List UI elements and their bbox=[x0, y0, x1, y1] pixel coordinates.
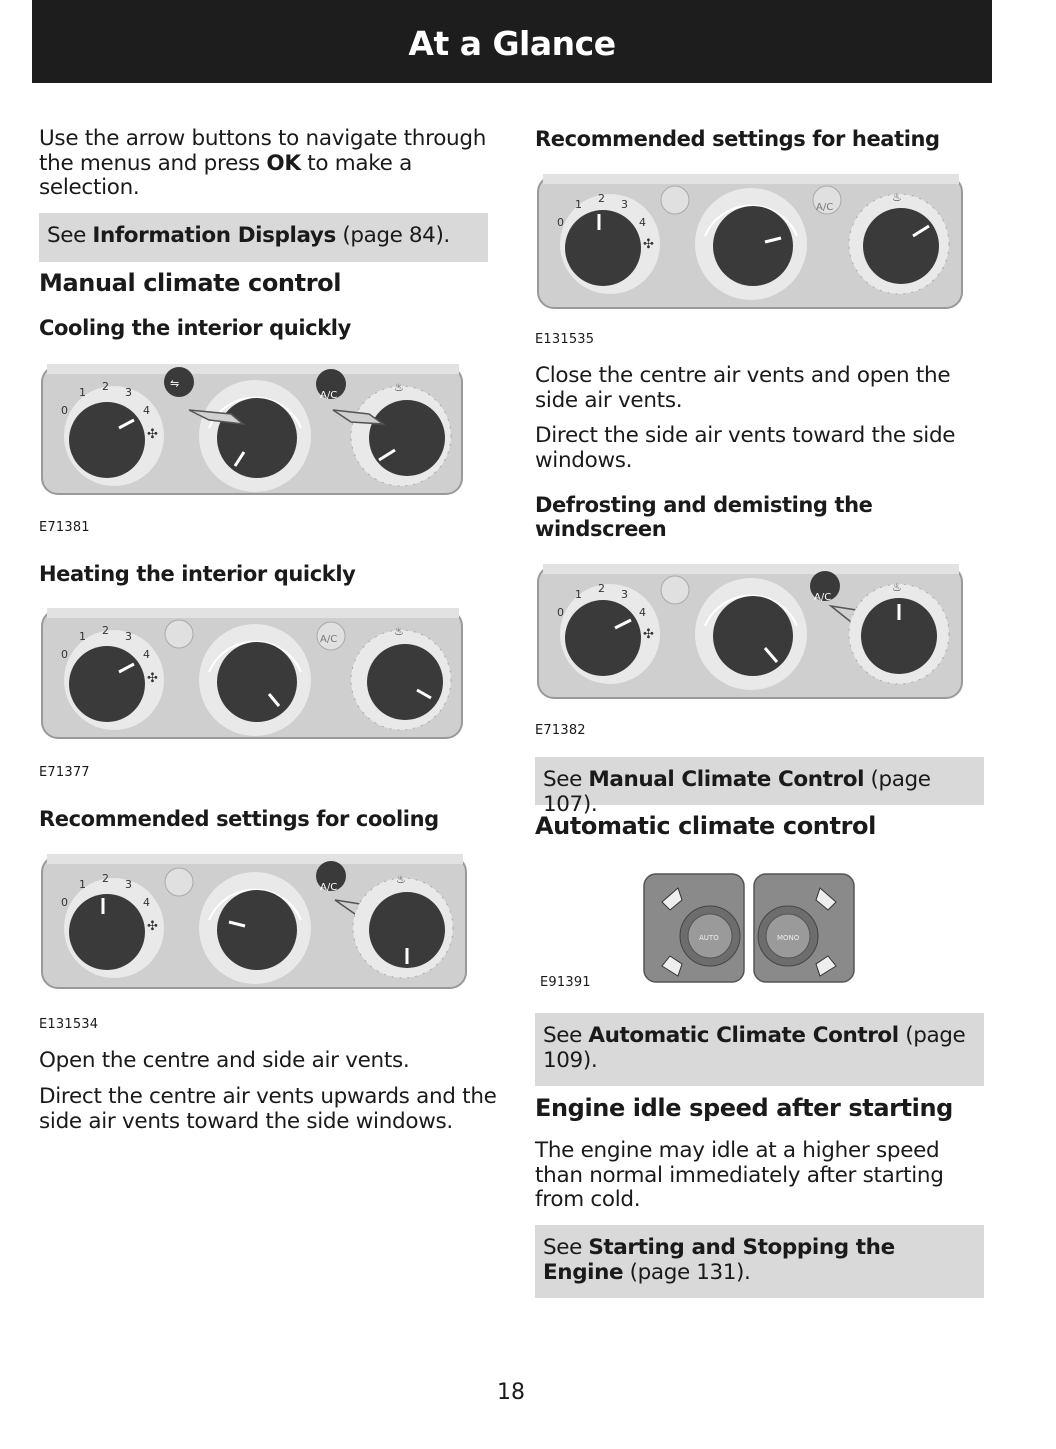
panel-top-edge bbox=[543, 174, 959, 184]
fan-label-0: 0 bbox=[61, 896, 68, 909]
note-prefix: See bbox=[543, 767, 589, 792]
fan-knob bbox=[69, 894, 145, 970]
figure-caption: E131534 bbox=[39, 1017, 99, 1032]
mode-knob bbox=[369, 400, 445, 476]
fan-label-4: 4 bbox=[143, 896, 150, 909]
ac-label: A/C bbox=[320, 634, 338, 645]
note-link-text[interactable]: Starting and Stopping the Engine bbox=[543, 1235, 895, 1285]
defrost-icon: ♨ bbox=[394, 625, 404, 638]
page-header-bar bbox=[32, 0, 992, 83]
climate-panel-heating-quickly bbox=[39, 602, 467, 748]
fan-icon: ✣ bbox=[643, 237, 654, 252]
figure-caption: E71382 bbox=[535, 723, 586, 738]
defrost-icon: ♨ bbox=[394, 381, 404, 394]
panel-top-edge bbox=[47, 854, 463, 864]
figure-caption: E71377 bbox=[39, 765, 90, 780]
ac-label: A/C bbox=[320, 882, 338, 893]
climate-panel-defrost bbox=[535, 558, 967, 708]
panel-top-edge bbox=[47, 364, 459, 374]
paragraph-idle-speed: The engine may idle at a higher speed than normal immediately after starting from cold. bbox=[535, 1138, 944, 1212]
figure-caption: E91391 bbox=[540, 975, 591, 990]
fan-label-0: 0 bbox=[557, 606, 564, 619]
subheading-heating-quickly: Heating the interior quickly bbox=[39, 562, 356, 586]
ac-label: A/C bbox=[320, 390, 338, 401]
heading-manual-climate: Manual climate control bbox=[39, 269, 342, 297]
fan-label-1: 1 bbox=[575, 198, 582, 211]
heading-automatic-climate: Automatic climate control bbox=[535, 812, 876, 840]
defrost-icon: ♨ bbox=[892, 581, 902, 594]
fan-icon: ✣ bbox=[643, 627, 654, 642]
fan-label-4: 4 bbox=[143, 404, 150, 417]
fan-label-1: 1 bbox=[79, 630, 86, 643]
fan-icon: ✣ bbox=[147, 427, 158, 442]
temp-knob bbox=[217, 890, 297, 970]
intro-text-1: Use the arrow buttons to navigate through the menus and press bbox=[39, 126, 487, 176]
fan-label-2: 2 bbox=[102, 380, 109, 393]
fan-label-0: 0 bbox=[557, 216, 564, 229]
intro-paragraph bbox=[39, 127, 499, 201]
note-link-text[interactable]: Information Displays bbox=[92, 223, 336, 248]
fan-icon: ✣ bbox=[147, 919, 158, 934]
subheading-recommended-cooling: Recommended settings for cooling bbox=[39, 807, 439, 831]
note-prefix: See bbox=[543, 1023, 589, 1048]
note-automatic-climate-control bbox=[535, 1013, 984, 1086]
page-number: 18 bbox=[497, 1380, 525, 1405]
note-link-text[interactable]: Automatic Climate Control bbox=[588, 1023, 899, 1048]
fan-label-2: 2 bbox=[598, 192, 605, 205]
note-suffix: (page 84). bbox=[335, 223, 450, 248]
ac-label: A/C bbox=[816, 202, 834, 213]
panel-top-edge bbox=[543, 564, 959, 574]
note-prefix: See bbox=[543, 1235, 589, 1260]
fan-label-2: 2 bbox=[102, 624, 109, 637]
recirc-button bbox=[661, 576, 689, 604]
temp-knob bbox=[217, 642, 297, 722]
note-manual-climate-control bbox=[535, 757, 984, 817]
climate-panel-cooling-quickly bbox=[39, 358, 467, 504]
auto-label: AUTO bbox=[699, 934, 719, 942]
ac-label: A/C bbox=[814, 592, 832, 603]
note-suffix: (page 109). bbox=[543, 1023, 966, 1073]
subheading-cooling-quickly: Cooling the interior quickly bbox=[39, 316, 351, 340]
paragraph-direct-side-vents: Direct the side air vents toward the side windows. bbox=[535, 423, 956, 473]
fan-label-4: 4 bbox=[143, 648, 150, 661]
fan-label-4: 4 bbox=[639, 216, 646, 229]
paragraph-open-vents: Open the centre and side air vents. bbox=[39, 1048, 410, 1073]
climate-panel-recommended-cooling bbox=[39, 848, 471, 998]
fan-label-2: 2 bbox=[102, 872, 109, 885]
recirc-button bbox=[165, 620, 193, 648]
fan-label-2: 2 bbox=[598, 582, 605, 595]
fan-icon: ✣ bbox=[147, 671, 158, 686]
fan-label-1: 1 bbox=[575, 588, 582, 601]
mode-knob bbox=[863, 208, 939, 284]
note-prefix: See bbox=[47, 223, 93, 248]
figure-caption: E71381 bbox=[39, 520, 90, 535]
page-title: At a Glance bbox=[408, 24, 616, 63]
note-suffix: (page 131). bbox=[623, 1259, 751, 1285]
fan-knob bbox=[565, 600, 641, 676]
mono-label: MONO bbox=[777, 934, 800, 942]
subheading-recommended-heating: Recommended settings for heating bbox=[535, 127, 940, 151]
temp-knob bbox=[713, 206, 793, 286]
subheading-defrost: Defrosting and demisting the windscreen bbox=[535, 493, 873, 541]
note-suffix: (page 107). bbox=[543, 767, 931, 817]
fan-knob bbox=[69, 646, 145, 722]
recirc-icon: ⇋ bbox=[170, 377, 180, 390]
fan-label-3: 3 bbox=[621, 588, 628, 601]
fan-label-4: 4 bbox=[639, 606, 646, 619]
fan-label-1: 1 bbox=[79, 878, 86, 891]
intro-ok-bold: OK bbox=[266, 150, 301, 176]
fan-knob bbox=[565, 210, 641, 286]
paragraph-close-vents: Close the centre air vents and open the side air vents. bbox=[535, 363, 951, 413]
fan-label-3: 3 bbox=[125, 386, 132, 399]
fan-label-3: 3 bbox=[621, 198, 628, 211]
climate-panel-recommended-heating bbox=[535, 168, 967, 318]
panel-top-edge bbox=[47, 608, 459, 618]
auto-climate-panel bbox=[640, 868, 858, 988]
fan-label-0: 0 bbox=[61, 648, 68, 661]
heading-engine-idle: Engine idle speed after starting bbox=[535, 1094, 953, 1122]
defrost-icon: ♨ bbox=[396, 873, 406, 886]
paragraph-direct-vents: Direct the centre air vents upwards and the side air vents toward the side windows. bbox=[39, 1084, 497, 1134]
note-starting-stopping bbox=[535, 1225, 984, 1298]
fan-label-3: 3 bbox=[125, 878, 132, 891]
fan-label-1: 1 bbox=[79, 386, 86, 399]
note-information-displays bbox=[39, 213, 488, 262]
note-link-text[interactable]: Manual Climate Control bbox=[588, 767, 865, 792]
intro-text-2: to make a selection. bbox=[39, 150, 412, 200]
fan-knob bbox=[69, 402, 145, 478]
fan-label-3: 3 bbox=[125, 630, 132, 643]
temp-knob bbox=[713, 596, 793, 676]
figure-caption: E131535 bbox=[535, 332, 595, 347]
defrost-icon: ♨ bbox=[892, 191, 902, 204]
fan-label-0: 0 bbox=[61, 404, 68, 417]
recirc-button bbox=[661, 186, 689, 214]
temp-knob bbox=[217, 398, 297, 478]
recirc-button bbox=[165, 868, 193, 896]
mode-knob bbox=[367, 644, 443, 720]
